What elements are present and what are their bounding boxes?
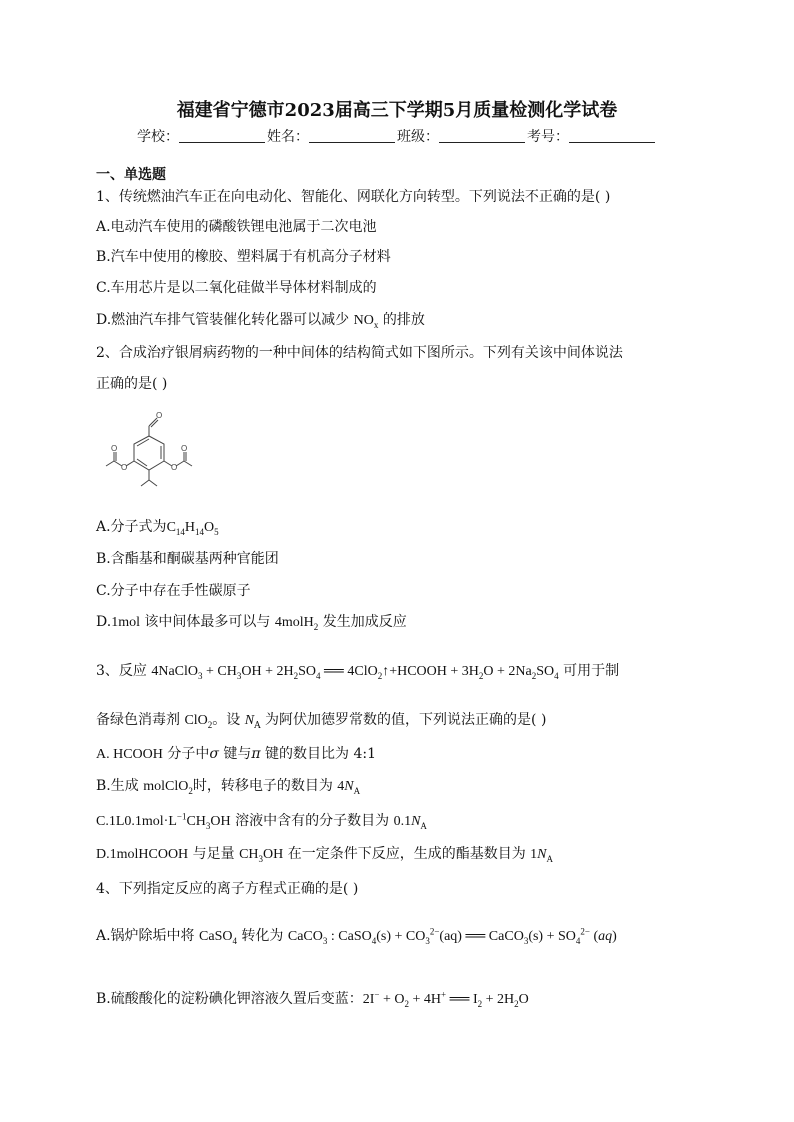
class-blank[interactable]	[439, 128, 525, 143]
number-label: 考号：	[527, 129, 569, 145]
student-info-row	[0, 126, 794, 146]
q3-option-b: B.生成 molClO$_2$时，转移电子的数目为 $4N_A$	[96, 778, 361, 796]
q1-option-a: A.电动汽车使用的磷酸铁锂电池属于二次电池	[96, 219, 377, 235]
svg-text:O: O	[181, 444, 188, 453]
q1-stem: 1、传统燃油汽车正在向电动化、智能化、网联化方向转型。下列说法不正确的是( )	[96, 189, 611, 205]
number-blank[interactable]	[569, 128, 655, 143]
q2-stem-line1: 2、合成治疗银屑病药物的一种中间体的结构简式如下图所示。下列有关该中间体说法	[96, 345, 623, 361]
q2-option-a: A.分子式为$C_{14}H_{14}O_5$	[96, 519, 219, 537]
q1-d-formula: $NO_x$	[353, 313, 379, 330]
q1-option-b: B.汽车中使用的橡胶、塑料属于有机高分子材料	[96, 249, 391, 265]
q1-d-post: 的排放	[378, 312, 425, 328]
q2-stem-line2: 正确的是( )	[96, 376, 168, 392]
q2-option-b: B.含酯基和酮碳基两种官能团	[96, 551, 279, 567]
svg-text:O: O	[156, 411, 163, 420]
class-label: 班级：	[397, 129, 439, 145]
school-label: 学校：	[137, 129, 179, 145]
school-blank[interactable]	[179, 128, 265, 143]
svg-text:O: O	[121, 463, 128, 472]
name-label: 姓名：	[267, 129, 309, 145]
molecule-structure-image	[92, 404, 222, 502]
q4-stem: 4、下列指定反应的离子方程式正确的是( )	[96, 881, 359, 897]
q2-option-c: C.分子中存在手性碳原子	[96, 583, 251, 599]
q3-option-d: D.1molHCOOH 与足量 $CH_3OH$ 在一定条件下反应，生成的酯基数目为 $1N_A$	[96, 846, 554, 864]
q1-d-text: D.燃油汽车排气管装催化转化器可以减少	[96, 312, 350, 328]
name-blank[interactable]	[309, 128, 395, 143]
document-title: 福建省宁德市2023届高三下学期5月质量检测化学试卷	[176, 100, 618, 121]
q3-option-a: A. HCOOH 分子中σ 键与π 键的数目比为 4:1	[96, 746, 376, 762]
section-heading: 一、单选题	[96, 167, 166, 183]
q3-stem-line2: 备绿色消毒剂 ClO$_2$。设 $N_A$ 为阿伏加德罗常数的值，下列说法正确的是( )	[96, 712, 547, 731]
q2-option-d: D.1mol 该中间体最多可以与 4molH$_2$ 发生加成反应	[96, 614, 407, 632]
q3-option-c: $C.1L0.1mol\cdot L^{-1}CH_3OH$ 溶液中含有的分子数目为 $0.1N_A$	[96, 811, 427, 831]
q4-option-a: A.锅炉除垢中将 CaSO$_4$ 转化为 CaCO$_3$ : CaSO$_4$(s) + $CO_3^{2-}(aq)$ ══ CaCO$_3$(s) + $SO_4^{2-}$ (aq)	[96, 926, 617, 946]
q4-option-b: B.硫酸酸化的淀粉碘化钾溶液久置后变蓝：$2I^- + O_2 + 4H^+$ ══ $I_2 + 2H_2O$	[96, 989, 529, 1009]
q1-option-d	[96, 309, 425, 330]
q1-option-c: C.车用芯片是以二氧化硅做半导体材料制成的	[96, 280, 377, 296]
svg-text:O: O	[111, 444, 118, 453]
svg-text:O: O	[171, 463, 178, 472]
q3-stem-line1: 3、反应 4NaClO$_3$ + $CH_3OH + 2H_2SO_4$ ══ 4ClO$_2$↑+HCOOH + $3H_2O + 2Na_2SO_4$ 可用于制	[96, 663, 620, 681]
